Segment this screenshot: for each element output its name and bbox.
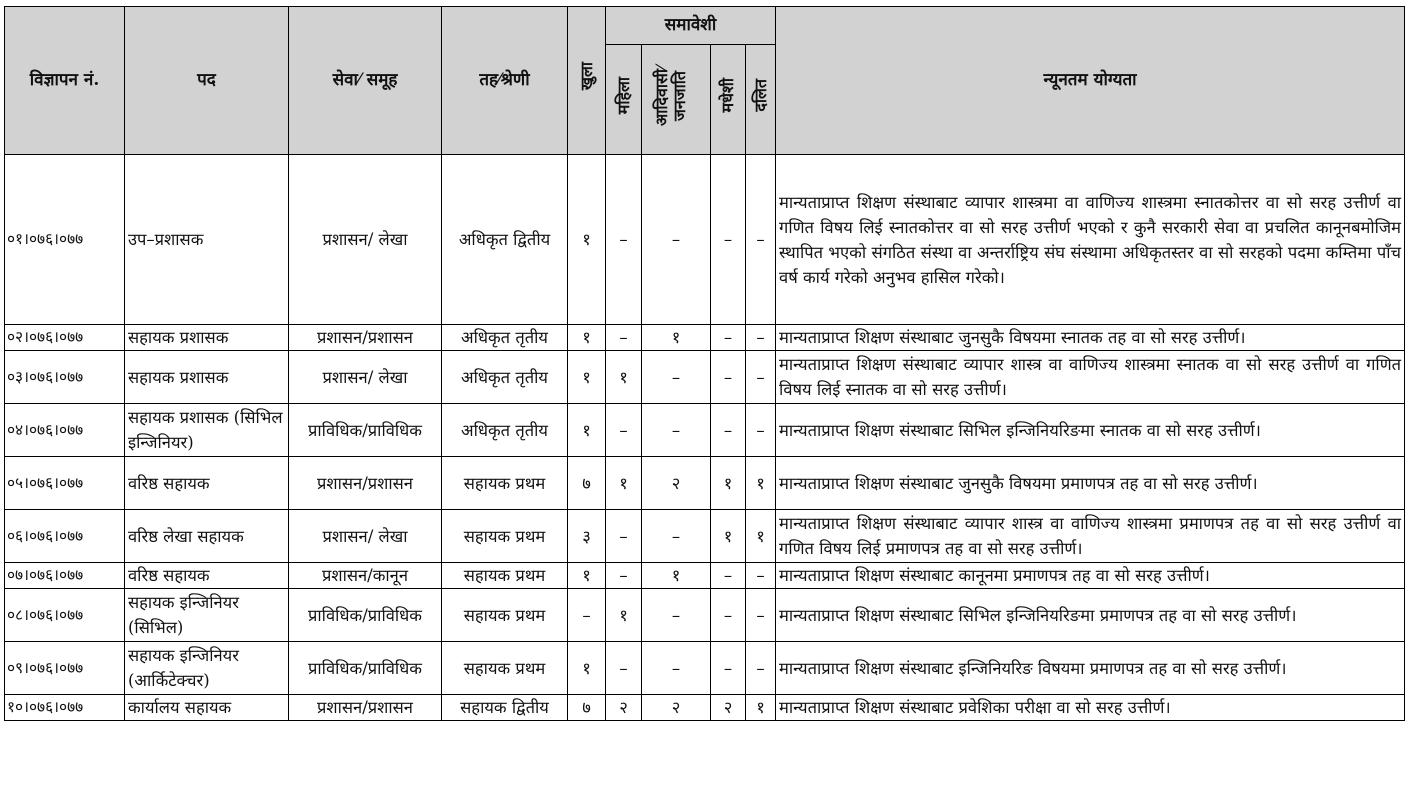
level-class-cell: अधिकृत द्वितीय — [442, 155, 568, 325]
header-ad-no: विज्ञापन नं. — [5, 7, 125, 155]
table-row — [5, 563, 1405, 589]
madhesi-count-cell: – — [711, 325, 746, 351]
adivasi-count-cell: १ — [642, 563, 711, 589]
post-cell: कार्यालय सहायक — [125, 695, 289, 721]
woman-count-cell: – — [606, 325, 642, 351]
dalit-count-cell: १ — [746, 510, 776, 563]
ad-number-cell: ०३।०७६।०७७ — [5, 351, 125, 404]
header-adivasi: आदिवासी⁄ जनजाति — [652, 65, 689, 126]
open-count-cell: १ — [568, 404, 606, 457]
ad-number-cell: ०७।०७६।०७७ — [5, 563, 125, 589]
level-class-cell: सहायक प्रथम — [442, 563, 568, 589]
open-count-cell: १ — [568, 351, 606, 404]
adivasi-count-cell: १ — [642, 325, 711, 351]
dalit-count-cell: – — [746, 404, 776, 457]
madhesi-count-cell: १ — [711, 510, 746, 563]
dalit-count-cell: – — [746, 351, 776, 404]
header-post: पद — [125, 7, 289, 155]
header-level-class: तह⁄श्रेणी — [442, 7, 568, 155]
woman-count-cell: – — [606, 563, 642, 589]
table-row — [5, 155, 1405, 325]
open-count-cell: १ — [568, 155, 606, 325]
madhesi-count-cell: – — [711, 155, 746, 325]
table-row — [5, 404, 1405, 457]
post-cell: सहायक इन्जिनियर (सिभिल) — [125, 589, 289, 642]
adivasi-count-cell: – — [642, 642, 711, 695]
ad-number-cell: १०।०७६।०७७ — [5, 695, 125, 721]
header-woman-cell — [606, 45, 642, 155]
post-cell: सहायक इन्जिनियर (आर्किटेक्चर) — [125, 642, 289, 695]
table-row — [5, 589, 1405, 642]
post-cell: वरिष्ठ सहायक — [125, 563, 289, 589]
header-dalit: दलित — [750, 79, 770, 112]
ad-number-cell: ०५।०७६।०७७ — [5, 457, 125, 510]
header-min-qualification: न्यूनतम योग्यता — [776, 7, 1405, 155]
service-group-cell: प्राविधिक/प्राविधिक — [289, 589, 442, 642]
adivasi-count-cell: – — [642, 589, 711, 642]
header-open-cell — [568, 7, 606, 155]
dalit-count-cell: – — [746, 325, 776, 351]
service-group-cell: प्रशासन/कानून — [289, 563, 442, 589]
open-count-cell: ७ — [568, 695, 606, 721]
post-cell: वरिष्ठ लेखा सहायक — [125, 510, 289, 563]
header-dalit-cell — [746, 45, 776, 155]
header-open: खुला — [576, 62, 596, 91]
ad-number-cell: ०२।०७६।०७७ — [5, 325, 125, 351]
post-cell: उप–प्रशासक — [125, 155, 289, 325]
table-row — [5, 457, 1405, 510]
min-qualification-cell: मान्यताप्राप्त शिक्षण संस्थाबाट इन्जिनियरिङ विषयमा प्रमाणपत्र तह वा सो सरह उत्तीर्ण। — [776, 642, 1405, 695]
woman-count-cell: १ — [606, 457, 642, 510]
adivasi-count-cell: – — [642, 510, 711, 563]
woman-count-cell: २ — [606, 695, 642, 721]
open-count-cell: १ — [568, 563, 606, 589]
madhesi-count-cell: – — [711, 351, 746, 404]
adivasi-count-cell: – — [642, 351, 711, 404]
adivasi-count-cell: २ — [642, 695, 711, 721]
min-qualification-cell: मान्यताप्राप्त शिक्षण संस्थाबाट सिभिल इन्जिनियरिङमा प्रमाणपत्र तह वा सो सरह उत्तीर्ण। — [776, 589, 1405, 642]
open-count-cell: ७ — [568, 457, 606, 510]
table-row — [5, 510, 1405, 563]
level-class-cell: अधिकृत तृतीय — [442, 404, 568, 457]
madhesi-count-cell: १ — [711, 457, 746, 510]
service-group-cell: प्राविधिक/प्राविधिक — [289, 404, 442, 457]
header-madhesi-cell — [711, 45, 746, 155]
header-woman: महिला — [613, 76, 633, 115]
table-row — [5, 325, 1405, 351]
vacancy-rows — [5, 155, 1405, 721]
post-cell: वरिष्ठ सहायक — [125, 457, 289, 510]
woman-count-cell: – — [606, 510, 642, 563]
service-group-cell: प्रशासन/प्रशासन — [289, 695, 442, 721]
open-count-cell: १ — [568, 325, 606, 351]
dalit-count-cell: १ — [746, 457, 776, 510]
woman-count-cell: – — [606, 155, 642, 325]
woman-count-cell: – — [606, 404, 642, 457]
ad-number-cell: ०१।०७६।०७७ — [5, 155, 125, 325]
dalit-count-cell: – — [746, 642, 776, 695]
dalit-count-cell: – — [746, 589, 776, 642]
post-cell: सहायक प्रशासक — [125, 325, 289, 351]
ad-number-cell: ०४।०७६।०७७ — [5, 404, 125, 457]
min-qualification-cell: मान्यताप्राप्त शिक्षण संस्थाबाट व्यापार शास्त्रमा वा वाणिज्य शास्त्रमा स्नातकोत्तर वा सो सरह उत्तीर्ण वा गणित विषय लिई स्नातकोत्तर वा सो सरह उत्तीर्ण भएको र कुनै सरकारी सेवा वा प्रचलित कानूनबमोजिम स्थापित भएको संगठित संस्था वा अन्तर्राष्ट्रिय संघ संस्थामा अधिकृतस्तर वा सो सरहको पदमा कम्तिमा पाँच वर्ष कार्य गरेको अनुभव हासिल गरेको। — [776, 155, 1405, 325]
table-row — [5, 351, 1405, 404]
service-group-cell: प्रशासन/प्रशासन — [289, 325, 442, 351]
header-adivasi-cell — [642, 45, 711, 155]
min-qualification-cell: मान्यताप्राप्त शिक्षण संस्थाबाट व्यापार शास्त्र वा वाणिज्य शास्त्रमा स्नातक वा सो सरह उत्तीर्ण वा गणित विषय लिई स्नातक वा सो सरह उत्तीर्ण। — [776, 351, 1405, 404]
woman-count-cell: १ — [606, 589, 642, 642]
level-class-cell: अधिकृत तृतीय — [442, 351, 568, 404]
service-group-cell: प्रशासन/प्रशासन — [289, 457, 442, 510]
adivasi-count-cell: – — [642, 404, 711, 457]
level-class-cell: अधिकृत तृतीय — [442, 325, 568, 351]
vacancy-table-container — [4, 6, 1405, 721]
header-madhesi: मधेशी — [718, 78, 737, 113]
table-row — [5, 642, 1405, 695]
madhesi-count-cell: – — [711, 589, 746, 642]
dalit-count-cell: – — [746, 155, 776, 325]
service-group-cell: प्रशासन/ लेखा — [289, 351, 442, 404]
min-qualification-cell: मान्यताप्राप्त शिक्षण संस्थाबाट व्यापार शास्त्र वा वाणिज्य शास्त्रमा प्रमाणपत्र तह वा सो सरह उत्तीर्ण वा गणित विषय लिई प्रमाणपत्र तह वा सो सरह उत्तीर्ण। — [776, 510, 1405, 563]
ad-number-cell: ०८।०७६।०७७ — [5, 589, 125, 642]
madhesi-count-cell: – — [711, 404, 746, 457]
adivasi-count-cell: २ — [642, 457, 711, 510]
header-service-group: सेवा⁄ समूह — [289, 7, 442, 155]
open-count-cell: १ — [568, 642, 606, 695]
min-qualification-cell: मान्यताप्राप्त शिक्षण संस्थाबाट कानूनमा प्रमाणपत्र तह वा सो सरह उत्तीर्ण। — [776, 563, 1405, 589]
min-qualification-cell: मान्यताप्राप्त शिक्षण संस्थाबाट जुनसुकै विषयमा प्रमाणपत्र तह वा सो सरह उत्तीर्ण। — [776, 457, 1405, 510]
woman-count-cell: १ — [606, 351, 642, 404]
adivasi-count-cell: – — [642, 155, 711, 325]
open-count-cell: – — [568, 589, 606, 642]
level-class-cell: सहायक प्रथम — [442, 510, 568, 563]
level-class-cell: सहायक प्रथम — [442, 642, 568, 695]
service-group-cell: प्राविधिक/प्राविधिक — [289, 642, 442, 695]
madhesi-count-cell: २ — [711, 695, 746, 721]
min-qualification-cell: मान्यताप्राप्त शिक्षण संस्थाबाट सिभिल इन्जिनियरिङमा स्नातक वा सो सरह उत्तीर्ण। — [776, 404, 1405, 457]
vacancy-table — [4, 6, 1405, 721]
dalit-count-cell: – — [746, 563, 776, 589]
service-group-cell: प्रशासन/ लेखा — [289, 510, 442, 563]
level-class-cell: सहायक प्रथम — [442, 457, 568, 510]
madhesi-count-cell: – — [711, 642, 746, 695]
min-qualification-cell: मान्यताप्राप्त शिक्षण संस्थाबाट प्रवेशिका परीक्षा वा सो सरह उत्तीर्ण। — [776, 695, 1405, 721]
woman-count-cell: – — [606, 642, 642, 695]
table-row — [5, 695, 1405, 721]
header-inclusive: समावेशी — [606, 7, 776, 45]
level-class-cell: सहायक द्वितीय — [442, 695, 568, 721]
ad-number-cell: ०९।०७६।०७७ — [5, 642, 125, 695]
level-class-cell: सहायक प्रथम — [442, 589, 568, 642]
dalit-count-cell: १ — [746, 695, 776, 721]
service-group-cell: प्रशासन/ लेखा — [289, 155, 442, 325]
post-cell: सहायक प्रशासक (सिभिल इन्जिनियर) — [125, 404, 289, 457]
ad-number-cell: ०६।०७६।०७७ — [5, 510, 125, 563]
post-cell: सहायक प्रशासक — [125, 351, 289, 404]
madhesi-count-cell: – — [711, 563, 746, 589]
open-count-cell: ३ — [568, 510, 606, 563]
min-qualification-cell: मान्यताप्राप्त शिक्षण संस्थाबाट जुनसुकै विषयमा स्नातक तह वा सो सरह उत्तीर्ण। — [776, 325, 1405, 351]
